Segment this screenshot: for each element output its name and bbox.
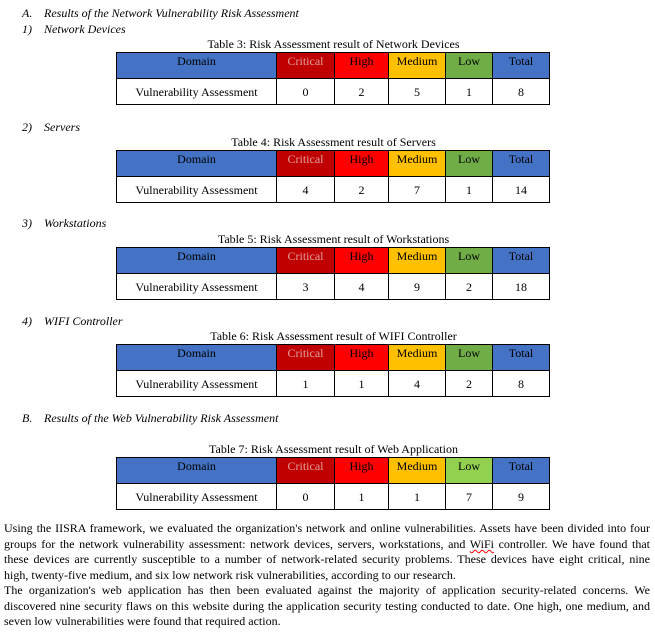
table-row [117,79,550,105]
table-header-row [117,53,550,79]
cell-high: 2 [335,177,389,203]
subsection-4-title: WIFI Controller [44,314,123,328]
cell-total: 9 [493,484,550,510]
cell-critical: 1 [277,371,335,397]
subsection-2-title: Servers [44,120,80,134]
header-high: High [335,53,389,79]
table-header-row [117,345,550,371]
cell-domain: Vulnerability Assessment [117,484,277,510]
section-a-title: Results of the Network Vulnerability Risk Assessment [44,6,299,20]
cell-high: 1 [335,371,389,397]
cell-critical: 0 [277,484,335,510]
header-total: Total [493,151,550,177]
cell-medium: 9 [389,274,446,300]
subsection-1-number: 1) [22,22,32,36]
subsection-4-number: 4) [22,314,32,328]
cell-critical: 4 [277,177,335,203]
table-4 [116,150,550,203]
table-6 [116,344,550,397]
table-row [117,484,550,510]
header-critical: Critical [277,458,335,484]
cell-high: 4 [335,274,389,300]
table-row [117,371,550,397]
body-text: controller. We have found that [498,537,650,551]
table-6-caption: Table 6: Risk Assessment result of WIFI Controller [210,329,457,343]
header-high: High [335,458,389,484]
cell-medium: 1 [389,484,446,510]
cell-low: 2 [446,371,493,397]
table-7-caption: Table 7: Risk Assessment result of Web Application [209,442,458,456]
header-medium: Medium [389,151,446,177]
header-domain: Domain [117,345,277,371]
table-header-row [117,458,550,484]
header-domain: Domain [117,53,277,79]
cell-total: 14 [493,177,550,203]
cell-total: 18 [493,274,550,300]
cell-low: 7 [446,484,493,510]
table-5-caption: Table 5: Risk Assessment result of Workstations [217,232,450,246]
table-header-row [117,151,550,177]
cell-domain: Vulnerability Assessment [117,79,277,105]
subsection-1-title: Network Devices [44,22,126,36]
subsection-3-heading [22,216,106,231]
header-total: Total [493,248,550,274]
header-domain: Domain [117,248,277,274]
table-3 [116,52,550,105]
section-b-title: Results of the Web Vulnerability Risk Assessment [44,411,279,425]
cell-critical: 0 [277,79,335,105]
header-total: Total [493,53,550,79]
header-total: Total [493,345,550,371]
cell-medium: 4 [389,371,446,397]
subsection-4-heading [22,314,123,329]
header-high: High [335,345,389,371]
subsection-3-title: Workstations [44,216,107,230]
header-low: Low [446,458,493,484]
subsection-1-heading [22,22,126,37]
cell-high: 2 [335,79,389,105]
cell-total: 8 [493,371,550,397]
cell-low: 1 [446,177,493,203]
header-low: Low [446,345,493,371]
header-high: High [335,151,389,177]
subsection-3-number: 3) [22,216,32,230]
header-medium: Medium [389,458,446,484]
body-line: high, twenty-five medium, and six low network risk vulnerabilities, according to our research. [4,568,456,582]
subsection-2-heading [22,120,80,135]
header-low: Low [446,53,493,79]
body-line: discovered nine security flaws on this website during the application security testing conducted to date. One high, one medium, and [4,599,650,613]
section-a-number: A. [22,6,33,20]
cell-high: 1 [335,484,389,510]
header-low: Low [446,151,493,177]
cell-medium: 7 [389,177,446,203]
table-5 [116,247,550,300]
cell-total: 8 [493,79,550,105]
cell-domain: Vulnerability Assessment [117,274,277,300]
header-low: Low [446,248,493,274]
cell-low: 1 [446,79,493,105]
table-7 [116,457,550,510]
table-4-caption: Table 4: Risk Assessment result of Servers [231,135,436,149]
header-domain: Domain [117,458,277,484]
subsection-2-number: 2) [22,120,32,134]
header-critical: Critical [277,345,335,371]
header-medium: Medium [389,53,446,79]
header-high: High [335,248,389,274]
cell-low: 2 [446,274,493,300]
header-medium: Medium [389,248,446,274]
header-total: Total [493,458,550,484]
cell-medium: 5 [389,79,446,105]
cell-domain: Vulnerability Assessment [117,177,277,203]
header-medium: Medium [389,345,446,371]
body-line: these devices are currently susceptible to a number of network-related security problems. These devices have eight critical, nine [4,552,650,566]
section-a-heading [22,6,299,21]
body-line: Using the IISRA framework, we evaluated the organization's network and online vulnerabilities. Assets have been divided into four [4,521,650,535]
table-header-row [117,248,550,274]
body-line: seven low vulnerabilities were found that required action. [4,614,281,628]
cell-critical: 3 [277,274,335,300]
section-b-heading [22,411,278,426]
header-domain: Domain [117,151,277,177]
header-critical: Critical [277,248,335,274]
body-text: groups for the network vulnerability assessment: network devices, servers, workstations, and [4,537,466,551]
header-critical: Critical [277,151,335,177]
section-b-number: B. [22,411,33,425]
body-line [4,537,650,552]
table-row [117,177,550,203]
spellcheck-word: WiFi [469,537,494,551]
table-row [117,274,550,300]
body-line: The organization's web application has then been evaluated against the majority of application security-related concerns. We [4,583,650,597]
table-3-caption: Table 3: Risk Assessment result of Network Devices [207,37,460,51]
header-critical: Critical [277,53,335,79]
cell-domain: Vulnerability Assessment [117,371,277,397]
